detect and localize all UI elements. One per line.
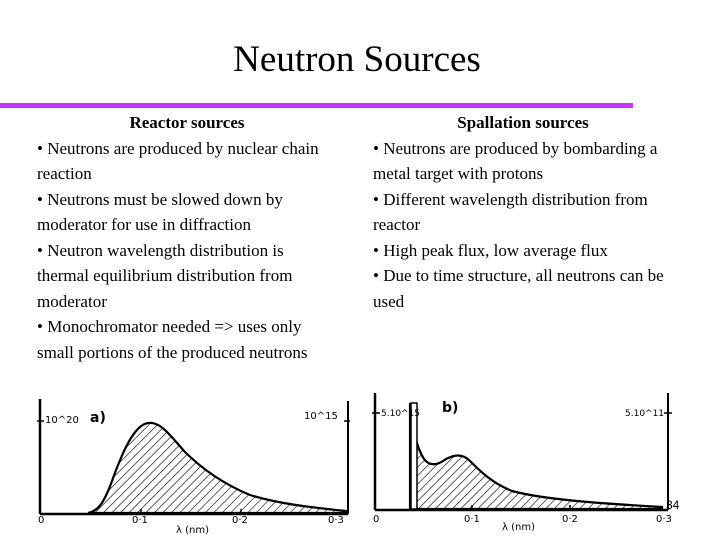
x-tick-label: 0·3 bbox=[656, 514, 672, 525]
panel-label: a) bbox=[90, 410, 106, 426]
spallation-spectrum-figure bbox=[372, 385, 686, 535]
reactor-point: • Neutrons are produced by nuclear chain reaction bbox=[37, 138, 319, 183]
page-number: 34 bbox=[666, 498, 680, 512]
reactor-spectrum-figure bbox=[36, 393, 350, 535]
x-tick-label: 0·2 bbox=[562, 514, 578, 525]
spallation-sources-column bbox=[373, 110, 673, 314]
y-axis-right-label: 5.10^11 bbox=[625, 409, 665, 419]
y-axis-left-label: 5.10^15 bbox=[381, 409, 421, 419]
reactor-point: • Neutrons must be slowed down by moderator for use in diffraction bbox=[37, 189, 283, 234]
reactor-sources-column bbox=[37, 110, 337, 365]
panel-label: b) bbox=[442, 400, 459, 416]
spallation-point: • Different wavelength distribution from reactor bbox=[373, 189, 648, 234]
y-axis-right-label: 10^15 bbox=[304, 411, 338, 422]
x-axis-label: λ (nm) bbox=[502, 522, 535, 533]
reactor-point: • Monochromator needed => uses only small portions of the produced neutrons bbox=[37, 317, 308, 362]
x-tick-label: 0 bbox=[373, 514, 380, 525]
x-tick-label: 0 bbox=[38, 515, 45, 526]
reactor-point: • Neutron wavelength distribution is thermal equilibrium distribution from moderator bbox=[37, 240, 293, 311]
x-tick-label: 0·3 bbox=[328, 515, 344, 526]
spallation-sources-heading: Spallation sources bbox=[457, 113, 589, 132]
spallation-point: • Neutrons are produced by bombarding a metal target with protons bbox=[373, 138, 658, 183]
spallation-point: • High peak flux, low average flux bbox=[373, 240, 608, 260]
x-axis-label: λ (nm) bbox=[176, 525, 209, 535]
spallation-point: • Due to time structure, all neutrons can be used bbox=[373, 266, 664, 311]
title-divider bbox=[0, 103, 633, 108]
y-axis-left-label: 10^20 bbox=[45, 415, 79, 426]
reactor-sources-heading: Reactor sources bbox=[129, 113, 245, 132]
slide-title: Neutron Sources bbox=[233, 39, 481, 80]
x-tick-label: 0·1 bbox=[464, 514, 480, 525]
x-tick-label: 0·2 bbox=[232, 515, 248, 526]
x-tick-label: 0·1 bbox=[132, 515, 148, 526]
